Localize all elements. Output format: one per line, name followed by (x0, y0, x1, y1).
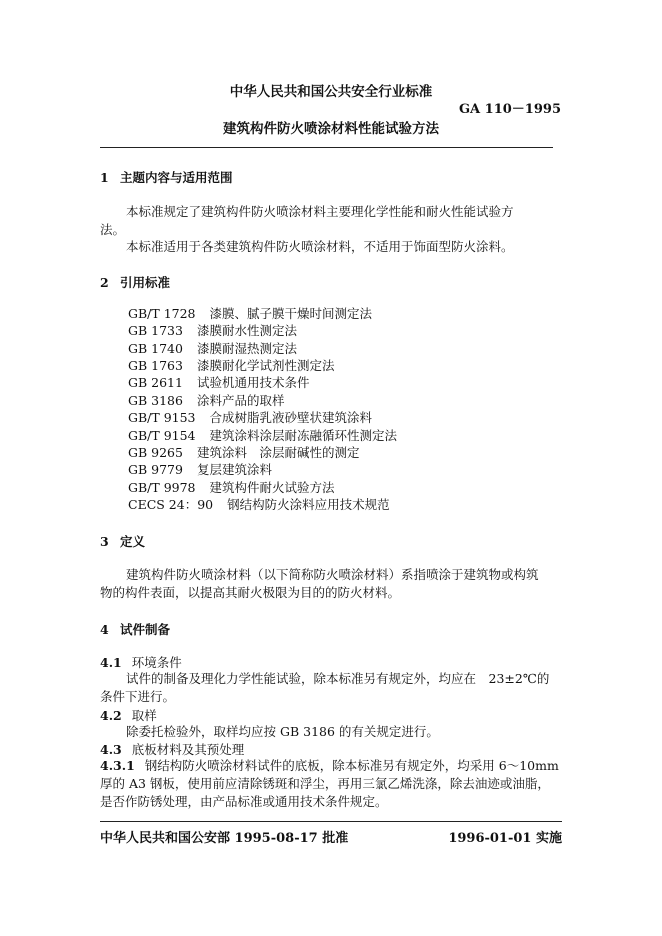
text-line: 建筑构件防火喷涂材料（以下简称防火喷涂材料）系指喷涂于建筑物或构筑 (126, 567, 539, 582)
subsection-4-3-1-paragraph (100, 757, 562, 811)
reference-code: GB/T 9154 (128, 428, 196, 443)
document-title: 建筑构件防火喷涂材料性能试验方法 (223, 121, 439, 137)
footer-rule (100, 821, 562, 822)
subsection-4-1-paragraph (100, 670, 562, 706)
reference-item (128, 461, 272, 478)
reference-title: 漆膜耐湿热测定法 (196, 341, 297, 356)
reference-code: GB 1733 (128, 323, 183, 338)
reference-code: GB 3186 (128, 393, 183, 408)
section-1-paragraph-1 (100, 203, 562, 239)
section-title: 引用标准 (120, 275, 171, 290)
effective-date: 1996-01-01 实施 (448, 831, 562, 846)
text-line: 厚的 A3 钢板，使用前应清除锈斑和浮尘，再用三氯乙烯洗涤，除去油迹或油脂， (100, 776, 550, 791)
section-title: 定义 (120, 534, 146, 549)
reference-title: 漆膜耐化学试剂性测定法 (196, 358, 335, 373)
reference-code: CECS 24：90 (128, 497, 214, 512)
subsection-title: 环境条件 (131, 655, 182, 670)
section-number: 1 (100, 170, 109, 185)
reference-code: GB 9779 (128, 462, 183, 477)
section-1-heading (100, 168, 233, 186)
reference-item (128, 340, 297, 357)
reference-item (128, 374, 309, 391)
reference-item (128, 496, 390, 513)
text-fragment: 钢结构防火喷涂材料试件的底板，除本标准另有规定外，均采用 6～10mm (144, 758, 559, 773)
section-number: 4 (100, 622, 109, 637)
text-line: 试件的制备及理化力学性能试验，除本标准另有规定外，均应在 23±2℃的 (126, 671, 550, 686)
approval-note: 中华人民共和国公安部 1995-08-17 批准 (100, 831, 349, 846)
section-1-paragraph-2: 本标准适用于各类建筑构件防火喷涂材料，不适用于饰面型防火涂料。 (126, 239, 514, 254)
subsection-4-2-paragraph: 除委托检验外，取样均应按 GB 3186 的有关规定进行。 (126, 724, 439, 739)
reference-title: 漆膜耐水性测定法 (196, 323, 297, 338)
reference-code: GB/T 1728 (128, 306, 196, 321)
subsection-title: 底板材料及其预处理 (131, 742, 245, 757)
reference-title: 漆膜、腻子膜干燥时间测定法 (209, 306, 373, 321)
reference-code: GB 9265 (128, 445, 183, 460)
section-3-heading (100, 532, 145, 550)
reference-title: 建筑构件耐火试验方法 (209, 480, 335, 495)
reference-title: 建筑涂料 涂层耐碱性的测定 (196, 445, 360, 460)
text-line (100, 757, 562, 775)
subsection-4-1-heading (100, 653, 182, 671)
subsection-4-3-heading (100, 740, 244, 758)
reference-item (128, 392, 284, 409)
section-title: 试件制备 (120, 622, 171, 637)
subsection-4-2-heading (100, 706, 157, 724)
section-title: 主题内容与适用范围 (120, 170, 233, 185)
section-4-heading (100, 620, 170, 638)
org-title: 中华人民共和国公共安全行业标准 (229, 84, 433, 100)
reference-code: GB/T 9153 (128, 410, 196, 425)
subsection-number: 4.2 (100, 708, 122, 723)
reference-item (128, 305, 372, 322)
standard-code: GA 110－1995 (458, 102, 561, 117)
reference-title: 复层建筑涂料 (196, 462, 272, 477)
reference-title: 合成树脂乳液砂壁状建筑涂料 (209, 410, 373, 425)
section-3-paragraph (100, 566, 562, 602)
reference-title: 试验机通用技术条件 (196, 375, 310, 390)
reference-title: 建筑涂料涂层耐冻融循环性测定法 (209, 428, 398, 443)
reference-item (128, 322, 297, 339)
section-2-heading (100, 273, 170, 291)
section-number: 2 (100, 275, 109, 290)
reference-code: GB 1740 (128, 341, 183, 356)
reference-title: 钢结构防火涂料应用技术规范 (227, 497, 390, 512)
text-line: 法。 (100, 222, 126, 237)
reference-item (128, 357, 334, 374)
text-line: 条件下进行。 (100, 689, 176, 704)
reference-title: 涂料产品的取样 (196, 393, 285, 408)
subsection-number: 4.1 (100, 655, 122, 670)
subsection-number: 4.3 (100, 742, 122, 757)
reference-code: GB/T 9978 (128, 480, 196, 495)
subsection-title: 取样 (131, 708, 157, 723)
subsection-number: 4.3.1 (100, 758, 135, 773)
reference-item (128, 444, 359, 461)
reference-item (128, 479, 335, 496)
text-line: 物的构件表面，以提高其耐火极限为目的的防火材料。 (100, 585, 401, 600)
header-rule (100, 147, 553, 148)
text-line: 本标准规定了建筑构件防火喷涂材料主要理化学性能和耐火性能试验方 (126, 204, 514, 219)
reference-item (128, 427, 397, 444)
text-line: 是否作防锈处理，由产品标准或通用技术条件规定。 (100, 794, 388, 809)
reference-code: GB 1763 (128, 358, 183, 373)
reference-item (128, 409, 372, 426)
section-number: 3 (100, 534, 109, 549)
reference-code: GB 2611 (128, 375, 183, 390)
